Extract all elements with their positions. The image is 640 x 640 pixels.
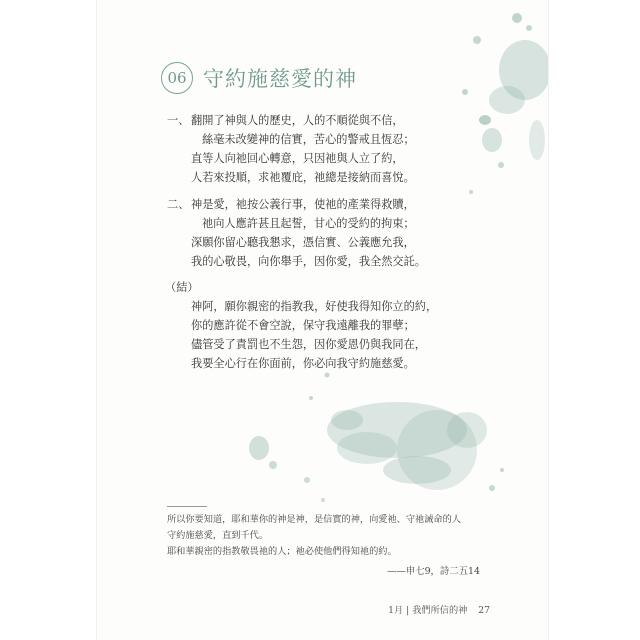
chapter-heading xyxy=(161,62,357,94)
footnote-divider xyxy=(167,506,207,507)
verse-line: 祂向人應許甚且起誓，甘心的受約的拘束； xyxy=(202,217,415,230)
verse-line: 你的應許從不會空說，保守我遠離我的罪孽； xyxy=(191,319,415,332)
verse-line: 我要全心行在你面前，你必向我守約施慈愛。 xyxy=(191,357,415,370)
chapter-number: 06 xyxy=(161,62,193,94)
scripture-reference: ——申七9，詩二五14 xyxy=(387,566,480,577)
footer-separator: | xyxy=(406,605,410,616)
scripture-line: 守約施慈愛，直到千代。 xyxy=(167,530,269,541)
verse-marker: （結） xyxy=(165,281,199,294)
book-page xyxy=(97,0,548,640)
chapter-title: 守約施慈愛的神 xyxy=(203,67,357,91)
verse-section-1 xyxy=(167,111,415,187)
verse-line: 神是愛，祂按公義行事，使祂的產業得救贖， xyxy=(191,198,415,211)
page-footer xyxy=(388,602,490,616)
verse-line: 翻開了神與人的歷史，人的不順從與不信， xyxy=(191,114,404,127)
verse-line: 直等人向祂回心轉意，只因祂與人立了約， xyxy=(191,152,404,165)
verse-line: 儘管受了責罰也不生怨，因你愛恩仍與我同在， xyxy=(191,338,426,351)
verse-marker: 二、 xyxy=(167,198,190,211)
footer-section-title: 我們所信的神 xyxy=(412,605,468,616)
verse-marker: 一、 xyxy=(167,114,190,127)
verse-line: 絲毫未改變神的信實，苦心的警戒且恆忍； xyxy=(202,133,415,146)
verse-section-2 xyxy=(167,195,426,271)
scripture-line: 耶和華親密的指教敬畏祂的人；祂必使他們得知祂的約。 xyxy=(167,546,397,557)
scripture-line: 所以你要知道，耶和華你的神是神，是信實的神，向愛祂、守祂誡命的人 xyxy=(167,514,461,525)
verse-line: 我的心敬畏，向你舉手，因你愛，我全然交託。 xyxy=(191,255,426,268)
verse-line: 人若來投順，求祂覆庇，祂總是接納而喜悅。 xyxy=(191,171,415,184)
page-number: 27 xyxy=(478,605,490,616)
footer-month: 1月 xyxy=(388,605,404,616)
scripture-quote xyxy=(167,512,497,560)
verse-line: 深願你留心聽我懇求，憑信實、公義應允我， xyxy=(191,236,415,249)
verse-line: 神阿，願你親密的指教我，好使我得知你立的約， xyxy=(191,300,438,313)
verse-section-chorus xyxy=(167,278,437,373)
